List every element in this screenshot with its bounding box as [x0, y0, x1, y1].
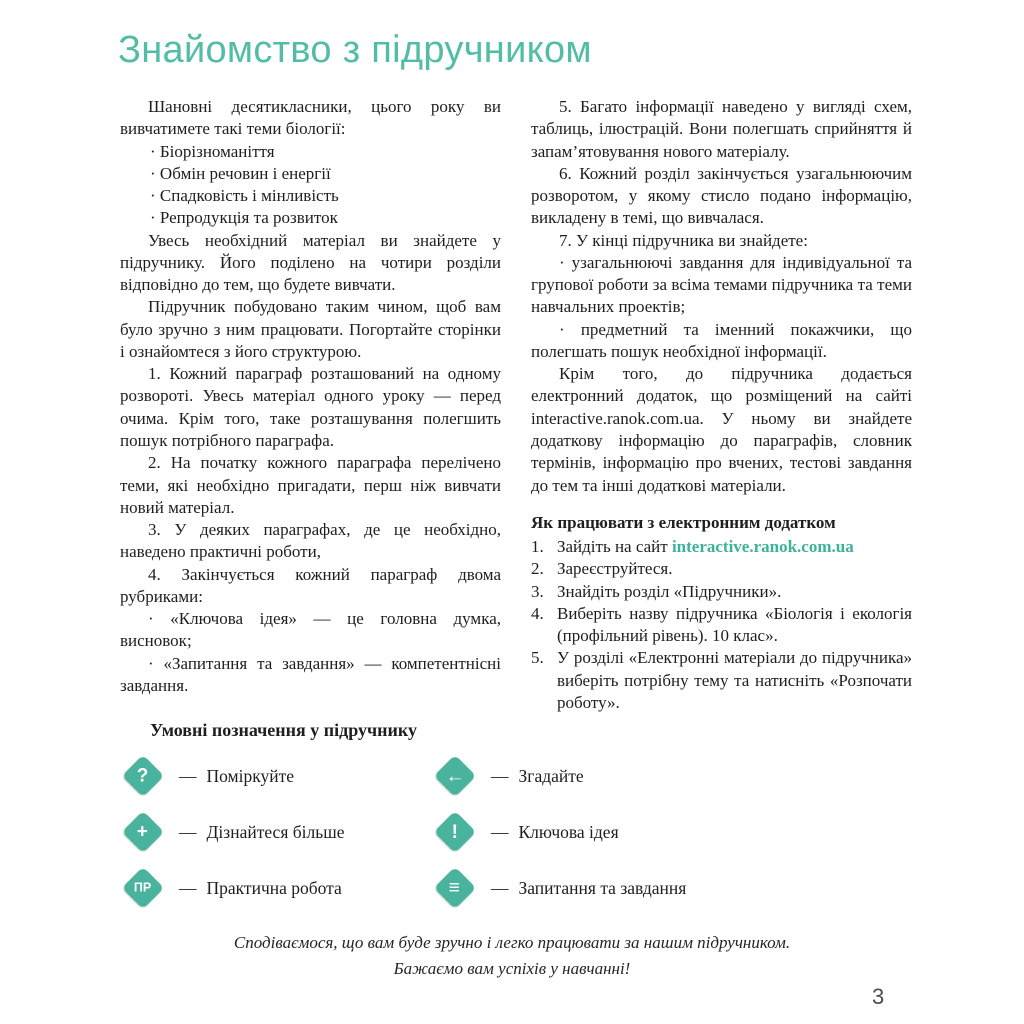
dash: —	[179, 821, 197, 842]
legend-label: Запитання та завдання	[518, 877, 687, 898]
footer-line: Бажаємо вам успіхів у навчанні!	[393, 958, 631, 978]
footer-line: Сподіваємося, що вам буде зручно і легко працювати за нашим підручником.	[233, 933, 791, 952]
list-item: · Біорізноманіття	[150, 141, 275, 161]
list-item	[531, 581, 912, 603]
how-to-list	[531, 536, 912, 714]
footer-message	[0, 930, 1024, 981]
list-number: 5.	[531, 648, 544, 668]
icon-glyph: !	[451, 821, 459, 843]
legend-label: Згадайте	[518, 765, 584, 786]
paragraph: 1. Кожний параграф розташований на одному розвороті. Увесь матеріал одного уроку — перед очима. Крім того, таке розташування полегшить пошук потрібного параграфа.	[120, 364, 501, 450]
dash: —	[491, 765, 509, 786]
icon-glyph: ←	[445, 765, 465, 787]
list-item: · Обмін речовин і енергії	[150, 163, 331, 183]
dash: —	[491, 877, 509, 898]
legend-label: Практична робота	[206, 877, 342, 898]
list-item	[531, 647, 912, 714]
paragraph: · «Запитання та завдання» — компетентнісні завдання.	[120, 653, 501, 695]
page-number: 3	[872, 984, 885, 1009]
lines-icon	[432, 865, 478, 911]
body-columns	[120, 96, 912, 714]
exclamation-icon	[432, 809, 478, 855]
list-item: · Репродукція та розвиток	[150, 208, 338, 228]
legend-item-recall	[432, 753, 912, 799]
list-item-text: Знайдіть розділ «Підручники».	[557, 581, 782, 601]
site-link[interactable]: interactive.ranok.com.ua	[671, 537, 854, 557]
list-item-text: Зайдіть на сайт	[557, 537, 672, 557]
list-item-text: Виберіть назву підручника «Біологія і екологія (профільний рівень). 10 клас».	[557, 603, 912, 646]
list-item-text: Зареєструйтеся.	[557, 559, 673, 579]
legend-item-key-idea	[432, 809, 912, 855]
plus-icon	[120, 809, 166, 855]
paragraph: Крім того, до підручника додається електронний додаток, що розміщений на сайті interactive.ranok.com.ua. У ньому ви знайдете додаткову інформацію до параграфів, словник термінів, інформацію про вчених, тестові завдання до тем та інші додаткові матеріали.	[531, 364, 912, 495]
dash: —	[491, 821, 509, 842]
arrow-left-icon	[432, 753, 478, 799]
question-icon	[120, 753, 166, 799]
icon-glyph: ПР	[134, 880, 152, 895]
list-number: 2.	[531, 559, 544, 579]
right-column	[531, 96, 912, 714]
legend-section	[120, 720, 912, 911]
legend-item-learn-more	[120, 809, 432, 855]
paragraph: Увесь необхідний матеріал ви знайдете у підручнику. Його поділено на чотири розділи відповідно до тем, що будете вивчати.	[120, 230, 501, 295]
paragraph: · предметний та іменний покажчики, що полегшать пошук необхідної інформації.	[531, 319, 912, 361]
list-number: 3.	[531, 581, 544, 601]
legend-item-practical-work	[120, 865, 432, 911]
paragraph: 6. Кожний розділ закінчується узагальнюючим розворотом, у якому стисло подано інформацію, викладену в темі, що вивчалася.	[531, 163, 912, 228]
list-number: 4.	[531, 603, 544, 623]
dash: —	[179, 765, 197, 786]
list-item	[531, 536, 912, 558]
legend-item-think	[120, 753, 432, 799]
topics-list	[120, 141, 501, 230]
page-title: Знайомство з підручником	[118, 29, 592, 72]
legend-label: Поміркуйте	[206, 765, 295, 786]
left-column	[120, 96, 501, 714]
paragraph: Підручник побудовано таким чином, щоб вам було зручно з ним працювати. Погортайте сторінки і ознайомтеся з його структурою.	[120, 297, 501, 361]
intro-paragraph: Шановні десятикласники, цього року ви вивчатимете такі теми біології:	[120, 97, 501, 139]
legend-label: Дізнайтеся більше	[206, 821, 345, 842]
legend-label: Ключова ідея	[518, 821, 619, 842]
how-to-heading: Як працювати з електронним додатком	[531, 512, 836, 532]
icon-glyph: ≡	[449, 877, 461, 899]
paragraph: · узагальнюючі завдання для індивідуальної та групової роботи за всіма темами підручника та теми навчальних проектів;	[531, 252, 912, 317]
icon-glyph: +	[137, 821, 149, 843]
paragraph: 3. У деяких параграфах, де це необхідно, наведено практичні роботи,	[120, 520, 501, 562]
paragraph: 2. На початку кожного параграфа перелічено теми, які необхідно пригадати, перш ніж вивчати новий матеріал.	[120, 453, 501, 517]
paragraph: 4. Закінчується кожний параграф двома рубриками:	[120, 564, 501, 606]
legend-heading: Умовні позначення у підручнику	[150, 720, 418, 740]
list-number: 1.	[531, 537, 544, 557]
list-item: · Спадковість і мінливість	[150, 186, 339, 206]
list-item-text: У розділі «Електронні матеріали до підручника» виберіть потрібну тему та натисніть «Розпочати роботу».	[557, 648, 912, 712]
paragraph: 7. У кінці підручника ви знайдете:	[559, 230, 808, 250]
icon-glyph: ?	[137, 765, 149, 787]
legend-item-questions-tasks	[432, 865, 912, 911]
pr-icon	[120, 865, 166, 911]
list-item	[531, 603, 912, 648]
paragraph: · «Ключова ідея» — це головна думка, висновок;	[120, 609, 501, 651]
paragraph: 5. Багато інформації наведено у вигляді схем, таблиць, ілюстрацій. Вони полегшать сприйняття й запам’ятовування нового матеріалу.	[531, 97, 912, 161]
list-item	[531, 558, 912, 580]
dash: —	[179, 877, 197, 898]
legend-grid	[120, 753, 912, 911]
